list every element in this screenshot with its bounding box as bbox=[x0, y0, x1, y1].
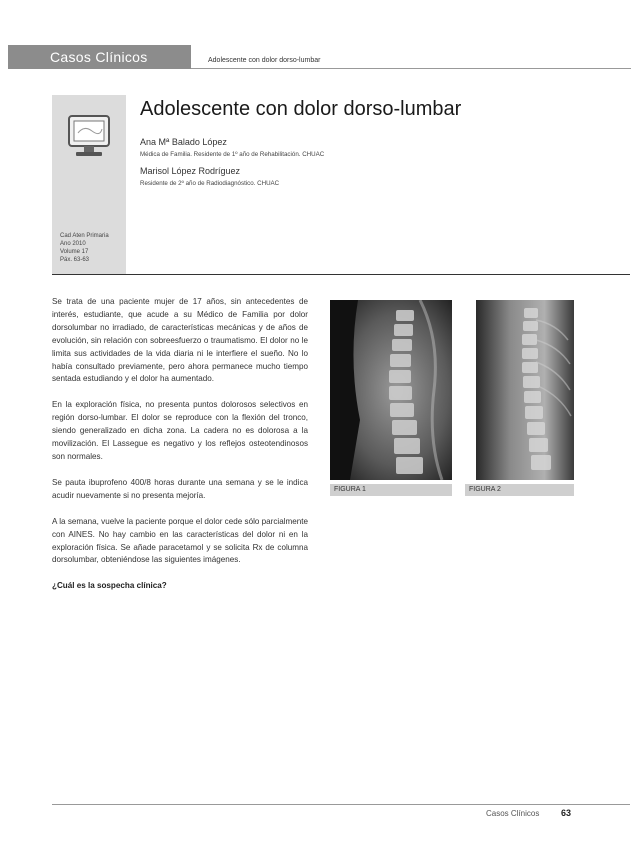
journal-meta bbox=[60, 232, 109, 264]
author-name: Marisol López Rodríguez bbox=[140, 166, 241, 176]
title-divider bbox=[52, 274, 630, 275]
article-title: Adolescente con dolor dorso-lumbar bbox=[140, 98, 462, 120]
figure-1-xray bbox=[330, 300, 452, 480]
clinical-question: ¿Cuál es la sospecha clínica? bbox=[52, 581, 167, 591]
paragraph: Se trata de una paciente mujer de 17 años, sin antecedentes de interés, estudiante, que acude a su Médico de Familia por dolor dorsolumbar no irradiado, de características mecánicas y de años de evolución, sin relación con sobreesfuerzo o traumatismo. El dolor no le limita sus actividades de la vida diaria ni le interfiere el sueño. No lo había consultado previamente, pero ahora permanece mucho tiempo sentada estudiando y el dolor ha aumentado. bbox=[52, 297, 308, 384]
section-tab: Casos Clínicos bbox=[8, 45, 191, 69]
meta-line: Ano 2010 bbox=[60, 241, 86, 247]
journal-meta-box bbox=[52, 95, 126, 275]
page-number: 63 bbox=[561, 808, 572, 818]
figure-2-caption: FIGURA 2 bbox=[465, 484, 574, 496]
footer-section: Casos Clínicos bbox=[486, 809, 540, 818]
running-title: Adolescente con dolor dorso-lumbar bbox=[208, 57, 321, 64]
meta-line: Páx. 63-63 bbox=[60, 257, 90, 263]
paragraph: En la exploración física, no presenta puntos dolorosos selectivos en región dorso-lumbar. El dolor se reproduce con la flexión del tronco, siendo generalizado en dicha zona. La cadera no es dolorosa a la movilización. El Lassegue es negativo y los reflejos osteotendinosos son normales. bbox=[52, 400, 308, 461]
footer-divider bbox=[52, 804, 630, 805]
paragraph: Se pauta ibuprofeno 400/8 horas durante una semana y se le indica acudir nuevamente si no presenta mejoría. bbox=[52, 477, 308, 500]
author-affiliation: Médica de Familia. Residente de 1º año de Rehabilitación. CHUAC bbox=[140, 151, 325, 158]
meta-line: Cad Aten Primaria bbox=[60, 233, 109, 239]
header-divider bbox=[191, 68, 631, 69]
article-body bbox=[52, 296, 308, 606]
author-affiliation: Residente de 2º año de Radiodiagnóstico. CHUAC bbox=[140, 180, 280, 187]
meta-line: Volume 17 bbox=[60, 249, 89, 255]
figure-1-caption: FIGURA 1 bbox=[330, 484, 452, 496]
paragraph: A la semana, vuelve la paciente porque el dolor cede sólo parcialmente con AINES. No hay cambio en las características del dolor ni en la exploración física. Se añade paracetamol y se solicita Rx de columna dorsolumbar, obteniéndose las siguientes imágenes. bbox=[52, 516, 308, 565]
computer-monitor-icon bbox=[66, 113, 112, 161]
author-name: Ana Mª Balado López bbox=[140, 137, 227, 147]
figure-2-xray bbox=[476, 300, 574, 480]
